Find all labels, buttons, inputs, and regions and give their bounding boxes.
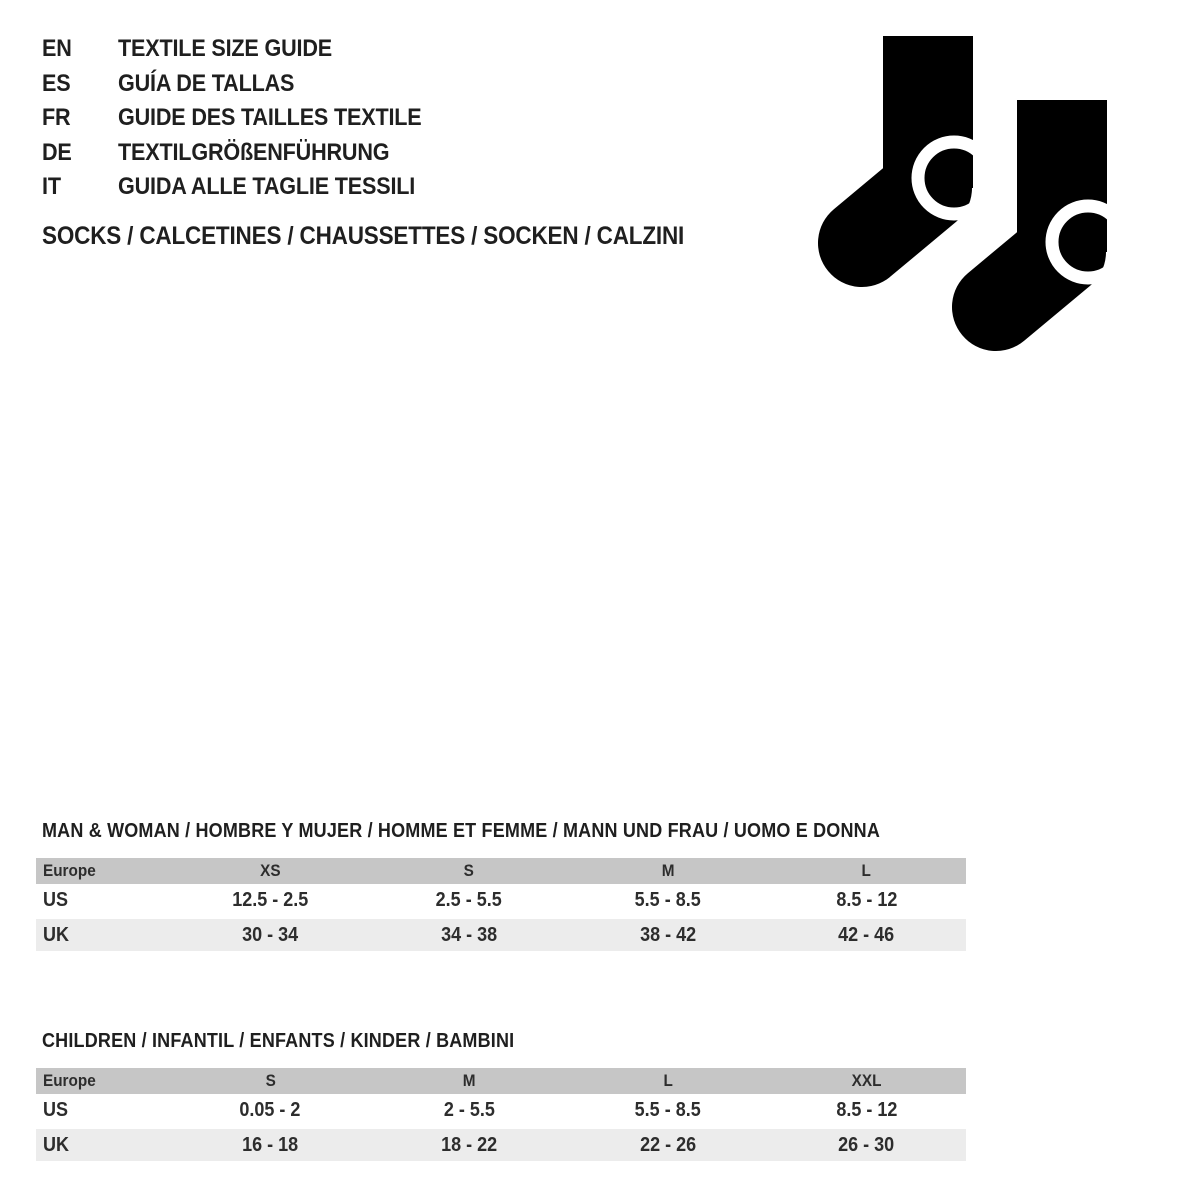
size-cell: 22 - 26 <box>639 1134 696 1156</box>
row-label: US <box>43 1099 69 1121</box>
table-row-uk <box>36 919 966 951</box>
size-cell: 42 - 46 <box>838 924 895 946</box>
column-header-size: S <box>464 861 475 880</box>
language-row-fr <box>42 101 455 136</box>
size-cell: 12.5 - 2.5 <box>232 889 309 911</box>
row-label: UK <box>43 1134 70 1156</box>
language-row-en <box>42 32 455 67</box>
sock-right-icon <box>996 100 1124 307</box>
size-cell: 34 - 38 <box>441 924 498 946</box>
size-table-adults <box>36 858 966 951</box>
column-header-size: L <box>663 1071 673 1090</box>
size-cell: 8.5 - 12 <box>836 1099 898 1121</box>
table-header-row <box>36 858 966 884</box>
language-code: EN <box>42 35 72 62</box>
size-cell: 26 - 30 <box>838 1134 895 1156</box>
column-header-region: Europe <box>43 1071 96 1090</box>
size-cell: 5.5 - 8.5 <box>634 889 701 911</box>
table-row-us <box>36 1094 966 1127</box>
guide-title-es: GUÍA DE TALLAS <box>118 69 295 97</box>
size-cell: 38 - 42 <box>639 924 696 946</box>
column-header-size: XXL <box>851 1071 882 1090</box>
column-header-size: M <box>661 861 675 880</box>
size-cell: 2.5 - 5.5 <box>436 889 503 911</box>
row-label: US <box>43 889 69 911</box>
language-code: FR <box>42 104 71 131</box>
language-row-de <box>42 136 455 171</box>
guide-title-it: GUIDA ALLE TAGLIE TESSILI <box>118 173 416 200</box>
size-cell: 0.05 - 2 <box>239 1099 301 1121</box>
product-category-title: SOCKS / CALCETINES / CHAUSSETTES / SOCKEN / CALZINI <box>42 222 685 250</box>
table-row-us <box>36 884 966 917</box>
guide-title-fr: GUIDE DES TAILLES TEXTILE <box>118 104 422 131</box>
size-cell: 30 - 34 <box>242 924 299 946</box>
column-header-size: L <box>861 861 872 880</box>
sock-left-icon <box>862 36 990 243</box>
row-label: UK <box>43 924 70 946</box>
socks-icon <box>812 28 1142 358</box>
column-header-size: XS <box>260 861 281 880</box>
column-header-size: S <box>265 1071 276 1090</box>
size-cell: 8.5 - 12 <box>836 889 898 911</box>
language-title-list <box>42 32 455 205</box>
size-cell: 16 - 18 <box>242 1134 299 1156</box>
column-header-size: M <box>462 1071 476 1090</box>
children-table-title: CHILDREN / INFANTIL / ENFANTS / KINDER / BAMBINI <box>42 1030 515 1052</box>
size-table-children <box>36 1068 966 1161</box>
column-header-region: Europe <box>43 861 96 880</box>
guide-title-en: TEXTILE SIZE GUIDE <box>118 35 332 62</box>
size-cell: 5.5 - 8.5 <box>634 1099 701 1121</box>
guide-title-de: TEXTILGRÖßENFÜHRUNG <box>118 138 390 166</box>
language-row-es <box>42 67 455 102</box>
size-cell: 2 - 5.5 <box>443 1099 495 1121</box>
size-cell: 18 - 22 <box>441 1134 498 1156</box>
adults-table-title: MAN & WOMAN / HOMBRE Y MUJER / HOMME ET FEMME / MANN UND FRAU / UOMO E DONNA <box>42 820 881 842</box>
language-code: IT <box>42 173 61 200</box>
language-row-it <box>42 170 455 205</box>
language-code: DE <box>42 138 72 166</box>
table-header-row <box>36 1068 966 1094</box>
table-row-uk <box>36 1129 966 1161</box>
language-code: ES <box>42 69 71 97</box>
